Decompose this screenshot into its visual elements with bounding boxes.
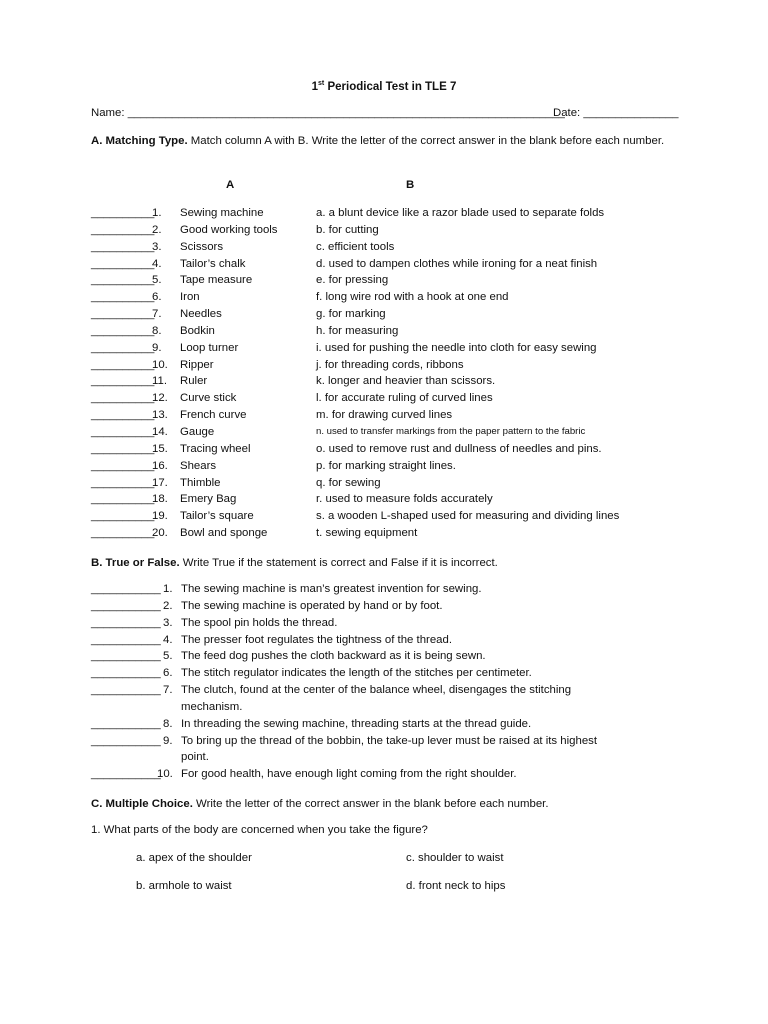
matching-row	[91, 407, 691, 424]
true-false-item	[91, 682, 691, 716]
item-number: 8.	[163, 717, 173, 730]
column-b-description: q. for sewing	[316, 476, 381, 489]
part-c-instruction	[91, 796, 681, 813]
column-a-term: Iron	[180, 291, 200, 304]
matching-row	[91, 390, 691, 407]
part-b-instruction	[91, 555, 681, 572]
column-b-description: l. for accurate ruling of curved lines	[316, 392, 493, 405]
true-false-item	[91, 632, 691, 649]
item-number: 9.	[163, 734, 173, 747]
item-number: 7.	[163, 684, 173, 697]
item-number: 11.	[152, 375, 167, 388]
answer-blank[interactable]: __________	[91, 459, 155, 472]
answer-blank[interactable]: __________	[91, 442, 155, 455]
item-number: 6.	[163, 667, 173, 680]
item-number: 14.	[152, 425, 168, 438]
column-a-term: Shears	[180, 459, 217, 472]
statement-text: The feed dog pushes the cloth backward as it is being sewn.	[181, 650, 486, 663]
true-false-item	[91, 733, 691, 767]
column-b-description: r. used to measure folds accurately	[316, 493, 493, 506]
answer-blank[interactable]: ___________	[91, 717, 161, 730]
item-number: 6.	[152, 291, 162, 304]
column-b-description: a. a blunt device like a razor blade used to separate folds	[316, 207, 605, 219]
statement-text: The stitch regulator indicates the length of the stitches per centimeter.	[181, 667, 532, 680]
answer-blank[interactable]: ___________	[91, 667, 161, 680]
part-c-heading: C. Multiple Choice.	[91, 798, 193, 810]
item-number: 19.	[152, 510, 168, 523]
page-title	[0, 80, 768, 93]
column-a-term: Bowl and sponge	[180, 527, 268, 540]
item-number: 18.	[152, 493, 168, 506]
column-b-description: h. for measuring	[316, 324, 399, 337]
column-b-description: s. a wooden L-shaped used for measuring and dividing lines	[316, 510, 620, 523]
item-number: 4.	[152, 257, 162, 270]
true-false-list	[91, 581, 691, 783]
column-b-description: p. for marking straight lines.	[316, 459, 456, 472]
column-b-description: n. used to transfer markings from the paper pattern to the fabric	[316, 425, 586, 437]
statement-text: The presser foot regulates the tightness of the thread.	[181, 633, 453, 646]
item-number: 12.	[152, 392, 168, 405]
mc-option-b[interactable]: b. armhole to waist	[136, 880, 232, 892]
true-false-item	[91, 766, 691, 783]
true-false-item	[91, 581, 691, 598]
matching-row	[91, 441, 691, 458]
statement-line	[91, 766, 691, 783]
answer-blank[interactable]: __________	[91, 358, 155, 371]
statement-text: The sewing machine is man’s greatest invention for sewing.	[181, 583, 482, 595]
answer-blank[interactable]: __________	[91, 324, 155, 337]
column-a-term: Ripper	[180, 358, 214, 371]
matching-row	[91, 222, 691, 239]
statement-text: The spool pin holds the thread.	[181, 616, 338, 629]
statement-line	[91, 699, 691, 716]
column-b-description: i. used for pushing the needle into cloth for easy sewing	[316, 341, 597, 354]
matching-row	[91, 424, 691, 441]
statement-text: mechanism.	[181, 700, 243, 713]
matching-row	[91, 373, 691, 390]
column-a-header: A	[226, 179, 235, 191]
statement-line	[91, 682, 691, 699]
true-false-item	[91, 716, 691, 733]
true-false-item	[91, 615, 691, 632]
matching-row	[91, 272, 691, 289]
column-a-term: Emery Bag	[180, 493, 237, 506]
title-ordinal-number: 1	[311, 80, 319, 93]
statement-line	[91, 615, 691, 632]
part-a-instruction-text: Match column A with B. Write the letter of the correct answer in the blank before each number.	[187, 135, 665, 147]
matching-row	[91, 239, 691, 256]
answer-blank[interactable]: __________	[91, 409, 155, 422]
answer-blank[interactable]: ___________	[91, 684, 161, 697]
answer-blank[interactable]: __________	[91, 493, 155, 506]
column-a-term: Thimble	[180, 476, 221, 489]
answer-blank[interactable]: ___________	[91, 633, 161, 646]
column-a-term: Needles	[180, 308, 222, 321]
statement-text: The sewing machine is operated by hand or by foot.	[181, 599, 443, 612]
name-date-row	[91, 107, 681, 119]
item-number: 1.	[152, 207, 162, 219]
true-false-item	[91, 598, 691, 615]
column-b-description: d. used to dampen clothes while ironing for a neat finish	[316, 257, 598, 270]
title-ordinal-suffix: st	[318, 80, 325, 87]
matching-row	[91, 491, 691, 508]
column-a-term: Tailor’s chalk	[180, 257, 246, 270]
matching-row	[91, 340, 691, 357]
statement-line	[91, 665, 691, 682]
matching-row	[91, 458, 691, 475]
matching-row	[91, 525, 691, 542]
answer-blank[interactable]: __________	[91, 274, 155, 287]
column-a-term: Sewing machine	[180, 207, 264, 219]
answer-blank[interactable]: ___________	[91, 616, 161, 629]
column-a-term: Tailor’s square	[180, 510, 254, 523]
matching-row	[91, 508, 691, 525]
matching-row	[91, 205, 691, 222]
part-a-instruction	[91, 133, 681, 150]
answer-blank[interactable]: __________	[91, 207, 155, 219]
column-a-term: Good working tools	[180, 223, 278, 236]
item-number: 17.	[152, 476, 168, 489]
column-b-description: b. for cutting	[316, 223, 379, 236]
answer-blank[interactable]: __________	[91, 341, 155, 354]
column-b-description: m. for drawing curved lines	[316, 409, 453, 422]
answer-blank[interactable]: __________	[91, 527, 155, 540]
mc-option-a[interactable]: a. apex of the shoulder	[136, 852, 252, 864]
part-b-heading: B. True or False.	[91, 557, 180, 569]
mc-option-d[interactable]: d. front neck to hips	[406, 880, 506, 892]
answer-blank[interactable]: ___________	[91, 583, 161, 595]
item-number: 1.	[163, 583, 173, 595]
column-b-description: j. for threading cords, ribbons	[316, 358, 464, 371]
column-b-description: f. long wire rod with a hook at one end	[316, 291, 509, 304]
true-false-item	[91, 665, 691, 682]
item-number: 15.	[152, 442, 168, 455]
column-a-term: Curve stick	[180, 392, 237, 405]
answer-blank[interactable]: __________	[91, 510, 155, 523]
item-number: 7.	[152, 308, 162, 321]
part-b-instruction-text: Write True if the statement is correct and False if it is incorrect.	[179, 557, 498, 569]
item-number: 20.	[152, 527, 168, 540]
true-false-item	[91, 648, 691, 665]
statement-text: For good health, have enough light coming from the right shoulder.	[181, 768, 517, 781]
item-number: 3.	[152, 240, 162, 253]
title-text: Periodical Test in TLE 7	[327, 80, 457, 93]
column-b-description: k. longer and heavier than scissors.	[316, 375, 496, 388]
statement-line	[91, 632, 691, 649]
column-b-description: e. for pressing	[316, 274, 389, 287]
answer-blank[interactable]: __________	[91, 257, 155, 270]
item-number: 16.	[152, 459, 168, 472]
column-a-term: Tape measure	[180, 274, 253, 287]
statement-line	[91, 598, 691, 615]
answer-blank[interactable]: ___________	[91, 734, 161, 747]
mc-option-c[interactable]: c. shoulder to waist	[406, 852, 504, 864]
matching-row	[91, 256, 691, 273]
mc-question-1: 1. What parts of the body are concerned when you take the figure?	[91, 824, 428, 836]
column-a-term: Tracing wheel	[180, 442, 251, 455]
column-b-header: B	[406, 179, 415, 191]
answer-blank[interactable]: __________	[91, 375, 155, 388]
answer-blank[interactable]: __________	[91, 392, 155, 405]
item-number: 3.	[163, 616, 173, 629]
statement-text: The clutch, found at the center of the balance wheel, disengages the stitching	[181, 684, 572, 697]
item-number: 2.	[152, 223, 162, 236]
column-a-term: Gauge	[180, 425, 215, 438]
date-field-label[interactable]: Date: _______________	[553, 107, 679, 119]
item-number: 9.	[152, 341, 162, 354]
answer-blank[interactable]: ___________	[91, 599, 161, 612]
item-number: 13.	[152, 409, 168, 422]
answer-blank[interactable]: ___________	[91, 650, 161, 663]
answer-blank[interactable]: __________	[91, 425, 155, 438]
statement-line	[91, 716, 691, 733]
item-number: 8.	[152, 324, 162, 337]
item-number: 10.	[152, 358, 168, 371]
column-b-description: c. efficient tools	[316, 240, 395, 253]
matching-row	[91, 306, 691, 323]
statement-text: point.	[181, 751, 209, 764]
answer-blank[interactable]: ___________	[91, 768, 161, 781]
answer-blank[interactable]: __________	[91, 291, 155, 304]
statement-line	[91, 733, 691, 750]
answer-blank[interactable]: __________	[91, 476, 155, 489]
statement-line	[91, 581, 691, 598]
item-number: 5.	[163, 650, 173, 663]
item-number: 4.	[163, 633, 173, 646]
column-a-term: French curve	[180, 409, 247, 422]
column-a-term: Scissors	[180, 240, 224, 253]
column-a-term: Loop turner	[180, 341, 239, 354]
statement-text: To bring up the thread of the bobbin, the take-up lever must be raised at its highest	[181, 734, 598, 747]
answer-blank[interactable]: __________	[91, 308, 155, 321]
column-b-description: t. sewing equipment	[316, 527, 418, 540]
statement-line	[91, 648, 691, 665]
item-number: 2.	[163, 599, 173, 612]
answer-blank[interactable]: __________	[91, 223, 155, 236]
matching-row	[91, 475, 691, 492]
matching-list	[91, 205, 691, 542]
statement-text: In threading the sewing machine, threading starts at the thread guide.	[181, 717, 532, 730]
part-c-instruction-text: Write the letter of the correct answer in the blank before each number.	[192, 798, 549, 810]
matching-row	[91, 323, 691, 340]
statement-line	[91, 749, 691, 766]
part-a-heading: A. Matching Type.	[91, 135, 188, 147]
column-b-description: g. for marking	[316, 308, 386, 321]
name-field-label[interactable]: Name: _____________________________________________________________________	[91, 107, 565, 119]
item-number: 10.	[157, 768, 173, 781]
column-b-description: o. used to remove rust and dullness of needles and pins.	[316, 442, 602, 455]
matching-row	[91, 357, 691, 374]
column-a-term: Bodkin	[180, 324, 215, 337]
answer-blank[interactable]: __________	[91, 240, 155, 253]
column-a-term: Ruler	[180, 375, 208, 388]
matching-row	[91, 289, 691, 306]
item-number: 5.	[152, 274, 162, 287]
